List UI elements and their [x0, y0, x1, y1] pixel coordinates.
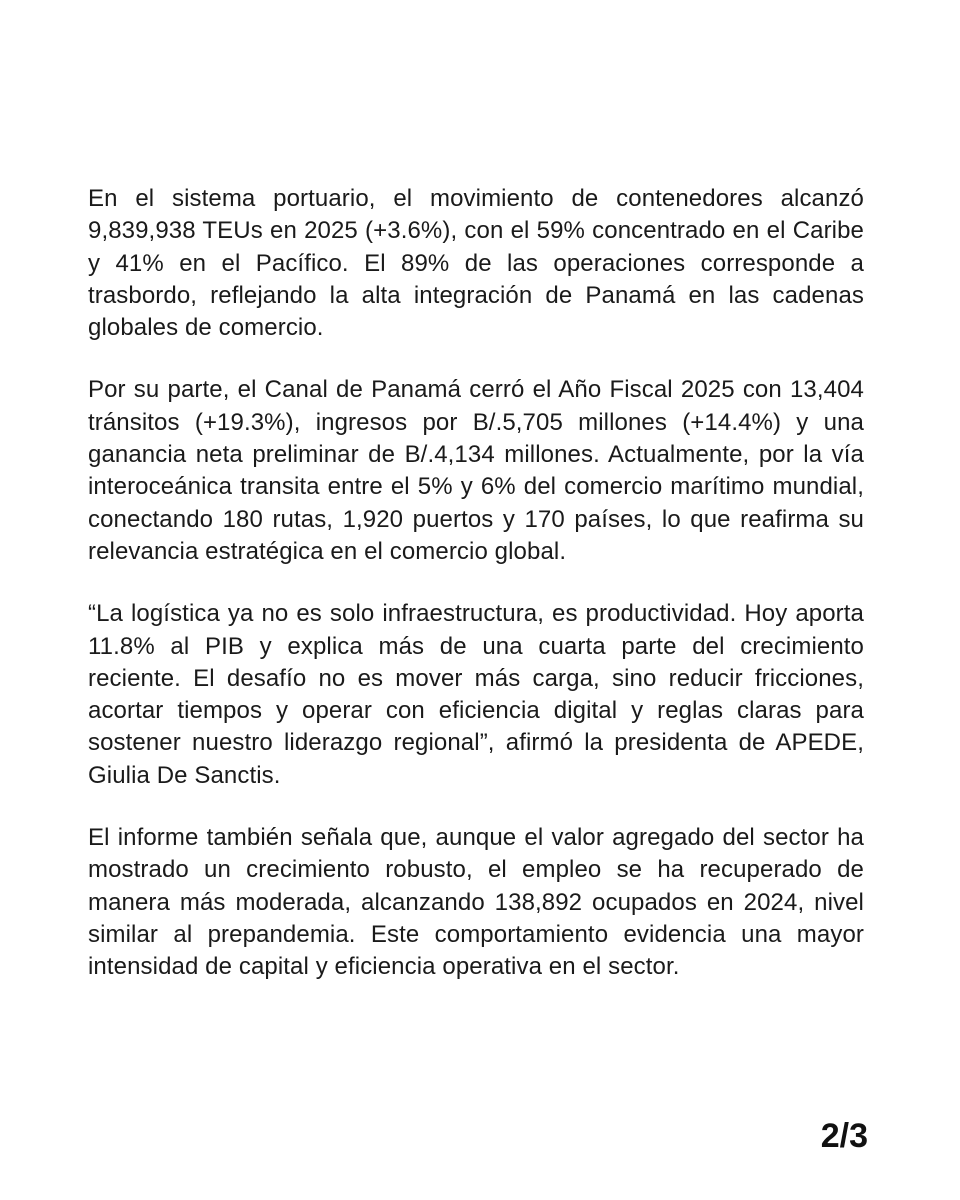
article-body: [88, 183, 864, 1014]
paragraph-port-system: En el sistema portuario, el movimiento de contenedores alcanzó 9,839,938 TEUs en 2025 (+3.6%), con el 59% concentrado en el Caribe y 41% en el Pacífico. El 89% de las operaciones corresponde a trasbordo, reflejando la alta integración de Panamá en las cadenas globales de comercio.: [88, 185, 864, 342]
paragraph-panama-canal: Por su parte, el Canal de Panamá cerró el Año Fiscal 2025 con 13,404 tránsitos (+19.3%), ingresos por B/.5,705 millones (+14.4%) y una ganancia neta preliminar de B/.4,134 millones. Actualmente, por la vía interoceánica transita entre el 5% y 6% del comercio marítimo mundial, conectando 180 rutas, 1,920 puertos y 170 países, lo que reafirma su relevancia estratégica en el comercio global.: [88, 376, 864, 565]
paragraph-employment-report: El informe también señala que, aunque el valor agregado del sector ha mostrado un crecimiento robusto, el empleo se ha recuperado de manera más moderada, alcanzando 138,892 ocupados en 2024, nivel similar al prepandemia. Este comportamiento evidencia una mayor intensidad de capital y eficiencia operativa en el sector.: [88, 824, 864, 981]
page-indicator: 2/3: [820, 1117, 868, 1155]
paragraph-apede-quote: “La logística ya no es solo infraestructura, es productividad. Hoy aporta 11.8% al PIB y explica más de una cuarta parte del crecimiento reciente. El desafío no es mover más carga, sino reducir fricciones, acortar tiempos y operar con eficiencia digital y reglas claras para sostener nuestro liderazgo regional”, afirmó la presidenta de APEDE, Giulia De Sanctis.: [88, 600, 864, 789]
